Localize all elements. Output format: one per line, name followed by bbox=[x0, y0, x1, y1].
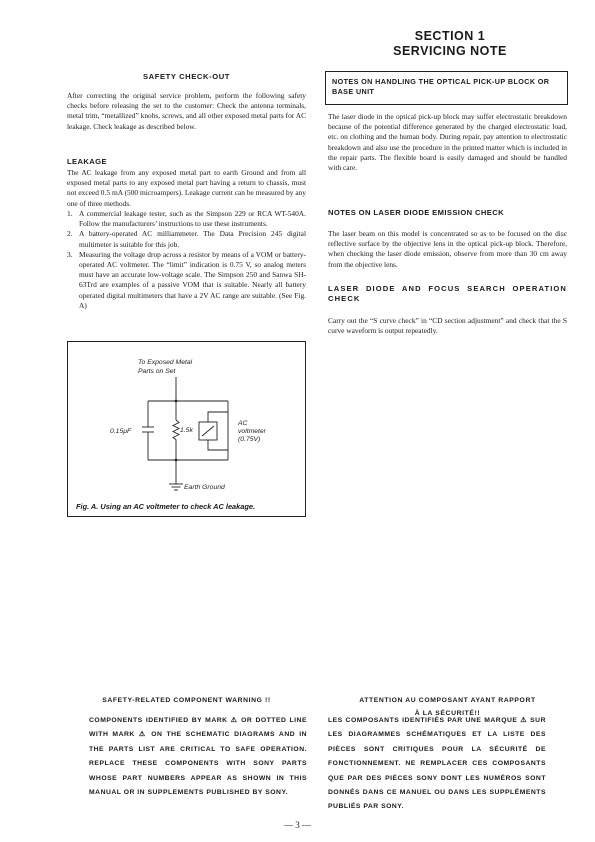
laser-emission-text: The laser beam on this model is concentrated so as to be focused on the disc reflective surface by the objective lens in the optical pick-up block. Therefore, when checking the laser diode emission, observe from more than 30 cm away from the objective lens. bbox=[328, 229, 567, 269]
voltmeter-label: (0.75V) bbox=[238, 436, 261, 443]
resistor-label: 1.5k bbox=[180, 427, 193, 434]
list-item-text: A commercial leakage tester, such as the Simpson 229 or RCA WT-540A. Follow the manufacturers’ instructions to use these instruments. bbox=[79, 209, 306, 229]
list-item-text: A battery-operated AC milliammeter. The Data Precision 245 digital multimeter is suitable for this job. bbox=[79, 229, 306, 249]
optical-pickup-heading: NOTES ON HANDLING THE OPTICAL PICK-UP BLOCK OR BASE UNIT bbox=[332, 77, 550, 96]
safety-warning-text-fr: LES COMPOSANTS IDENTIFIÉS PAR UNE MARQUE ⚠ SUR LES DIAGRAMMES SCHÉMATIQUES ET LA LISTE DES PIÈCES SONT CRITIQUES POUR LA SÉCURITÉ DE FONCTIONNEMENT. NE REMPLACER CES COMPOSANTS QUE PAR DES PIÈCES SONY DONT LES NUMÉROS SONT DONNÉS DANS CE MANUEL OU DANS LES SUPPLÉMENTS PUBLIÉS PAR SONY. bbox=[328, 717, 546, 811]
safety-warning-heading-fr-line2: À LA SÉCURITÉ!! bbox=[414, 710, 481, 717]
safety-check-heading: SAFETY CHECK-OUT bbox=[142, 72, 231, 81]
section-number: SECTION 1 bbox=[414, 29, 486, 43]
safety-warning-text-en: COMPONENTS IDENTIFIED BY MARK ⚠ OR DOTTED LINE WITH MARK ⚠ ON THE SCHEMATIC DIAGRAMS AND IN THE PARTS LIST ARE CRITICAL TO SAFE OPERATION. REPLACE THESE COMPONENTS WITH SONY PARTS WHOSE PART NUMBERS APPEAR AS SHOWN IN THIS MANUAL OR IN SUPPLEMENTS PUBLISHED BY SONY. bbox=[89, 717, 307, 797]
exposed-metal-label: Parts on Set bbox=[138, 368, 176, 375]
list-item bbox=[67, 229, 306, 249]
leakage-test-circuit-diagram bbox=[68, 342, 305, 516]
list-item-text: Measuring the voltage drop across a resistor by means of a VOM or battery-operated AC voltmeter. The “limit” indication is 0.75 V, so analog meters must have an accurate low-voltage scale. The Simpson 250 and Sanwa SH-63Trd are examples of a passive VOM that is suitable. Nearly all battery operated digital multimeters that have a 2V AC range are suitable. (See Fig. A) bbox=[79, 249, 306, 310]
safety-warning-heading-fr-line1: ATTENTION AU COMPOSANT AYANT RAPPORT bbox=[359, 697, 536, 704]
list-item bbox=[67, 250, 306, 311]
list-item-number: 1. bbox=[67, 209, 73, 218]
list-item bbox=[67, 209, 306, 229]
list-item-number: 2. bbox=[67, 229, 73, 239]
optical-pickup-text: The laser diode in the optical pick-up block may suffer electrostatic breakdown because of the potential difference generated by the charged electrostatic load, etc. on clothing and the human body. During repair, pay attention to electrostatic breakdown and also use the procedure in the printed matter which is included in the repair parts. The flexible board is easily damaged and should be handled with care. bbox=[328, 112, 567, 173]
earth-ground-label: Earth Ground bbox=[184, 484, 225, 491]
exposed-metal-label: To Exposed Metal bbox=[138, 359, 193, 366]
voltmeter-label: voltmeter bbox=[238, 428, 266, 435]
section-title: SERVICING NOTE bbox=[393, 44, 507, 58]
safety-intro-text: After correcting the original service problem, perform the following safety checks before releasing the set to the customer: Check the antenna terminals, metal trim, “metallized” knobs, screws, and all other exposed metal parts for AC leakage. Check leakage as described below. bbox=[67, 91, 306, 131]
page-number: — 3 — bbox=[284, 820, 311, 830]
section-heading bbox=[330, 29, 570, 59]
focus-search-heading: LASER DIODE AND FOCUS SEARCH OPERATION CHECK bbox=[328, 284, 567, 303]
capacitor-label: 0.15μF bbox=[110, 428, 132, 435]
leakage-heading: LEAKAGE bbox=[67, 157, 107, 166]
figure-a-box bbox=[67, 341, 306, 517]
leakage-body-text: The AC leakage from any exposed metal part to earth Ground and from all exposed metal parts to any exposed metal part having a return to chassis, must not exceed 0.5 mA (500 microampers). Leakage current can be measured by any one of three methods. bbox=[67, 168, 306, 208]
figure-caption: Fig. A. Using an AC voltmeter to check AC leakage. bbox=[76, 502, 256, 511]
leakage-methods-list bbox=[67, 209, 306, 311]
laser-emission-heading: NOTES ON LASER DIODE EMISSION CHECK bbox=[328, 208, 505, 217]
list-item-number: 3. bbox=[67, 249, 73, 259]
safety-warning-heading-en: SAFETY-RELATED COMPONENT WARNING !! bbox=[102, 697, 271, 704]
voltmeter-label: AC bbox=[238, 420, 248, 427]
optical-pickup-note-box bbox=[325, 71, 568, 105]
focus-search-text: Carry out the “S curve check” in “CD section adjustment” and check that the S curve waveform is output repeatedly. bbox=[328, 316, 567, 336]
